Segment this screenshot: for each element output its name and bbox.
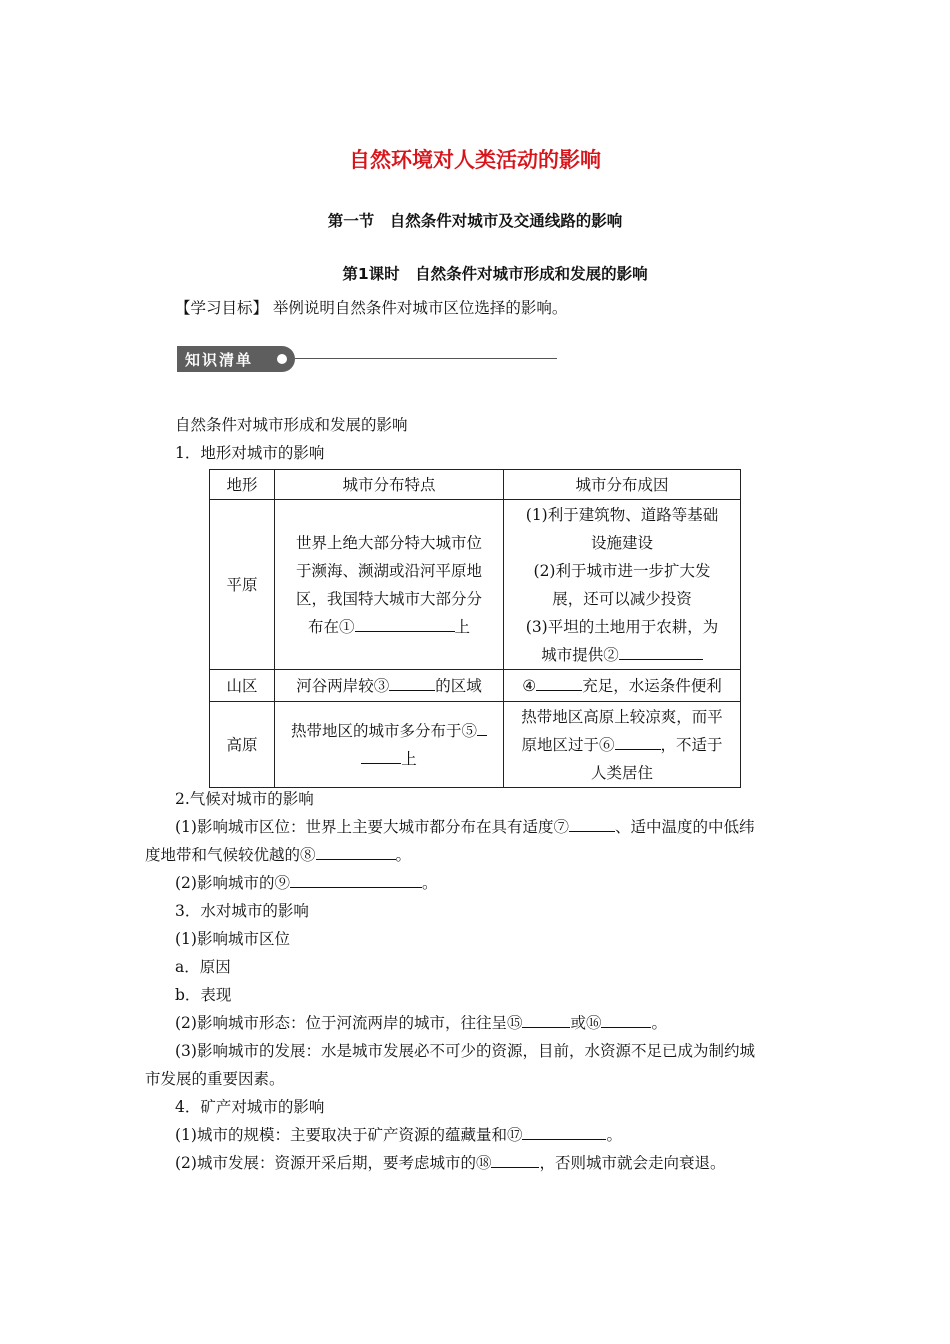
bullet-icon: [277, 354, 287, 364]
water-development-line-1: (3)影响城市的发展：水是城市发展必不可少的资源，目前，水资源不足已成为制约城: [175, 1042, 755, 1060]
blank-6: [615, 733, 661, 750]
section-2-title: 2.气候对城市的影响: [175, 790, 314, 808]
learning-objective: 【学习目标】 举例说明自然条件对城市区位选择的影响。: [175, 299, 568, 317]
cell-mountain-reason: ④ 充足，水运条件便利: [504, 670, 741, 702]
climate-location-line-2: 度地带和气候较优越的⑧ 。: [145, 843, 411, 865]
banner-divider: [295, 358, 557, 359]
cell-mountain-feature: 河谷两岸较③ 的区域: [275, 670, 504, 702]
cell-plain-reason: (1)利于建筑物、道路等基础 设施建设 (2)利于城市进一步扩大发 展，还可以减少投资 (3)平坦的土地用于农耕，为 城市提供②: [504, 500, 741, 670]
header-terrain: 地形: [210, 470, 275, 500]
section-4-title: 4．矿产对城市的影响: [175, 1098, 325, 1116]
blank-8: [316, 844, 396, 861]
climate-development: (2)影响城市的⑨ 。: [175, 871, 437, 893]
section-3-title: 3．水对城市的影响: [175, 902, 309, 920]
blank-2: [619, 643, 703, 660]
terrain-table: [209, 469, 741, 788]
water-performance: b．表现: [175, 986, 232, 1004]
blank-16: [601, 1012, 651, 1029]
table-row-plateau: [210, 702, 741, 788]
cell-plateau-reason: 热带地区高原上较凉爽，而平 原地区过于⑥ ，不适于 人类居住: [504, 702, 741, 788]
blank-9: [290, 872, 422, 889]
intro-text: 自然条件对城市形成和发展的影响: [175, 416, 408, 434]
table-row-plain: [210, 500, 741, 670]
knowledge-list-banner: [177, 346, 557, 374]
blank-3: [389, 674, 435, 691]
banner-label: 知识清单: [185, 351, 254, 369]
mineral-scale: (1)城市的规模：主要取决于矿产资源的蕴藏量和⑰ 。: [175, 1123, 622, 1145]
cell-plain-feature: 世界上绝大部分特大城市位 于濒海、濒湖或沿河平原地 区，我国特大城市大部分分 布在① 上: [275, 500, 504, 670]
table-header-row: [210, 470, 741, 500]
lesson-heading: 第1课时 自然条件对城市形成和发展的影响: [342, 265, 648, 283]
climate-location-line-1: (1)影响城市区位：世界上主要大城市都分布在具有适度⑦ 、适中温度的中低纬: [175, 815, 754, 837]
blank-15: [522, 1012, 570, 1029]
water-form: (2)影响城市形态：位于河流两岸的城市，往往呈⑮ 或⑯ 。: [175, 1011, 667, 1033]
cell-mountain-name: 山区: [210, 670, 275, 702]
blank-5b: [361, 747, 401, 764]
water-location: (1)影响城市区位: [175, 930, 290, 948]
blank-1: [355, 615, 455, 632]
water-development-line-2: 市发展的重要因素。: [145, 1070, 285, 1088]
blank-17: [522, 1124, 606, 1141]
cell-plateau-feature: 热带地区的城市多分布于⑤ 上: [275, 702, 504, 788]
water-reason: a．原因: [175, 958, 231, 976]
section-heading: 第一节 自然条件对城市及交通线路的影响: [327, 212, 623, 230]
page-title: 自然环境对人类活动的影响: [349, 148, 601, 172]
section-1-title: 1．地形对城市的影响: [175, 444, 325, 462]
mineral-development: (2)城市发展：资源开采后期，要考虑城市的⑱ ，否则城市就会走向衰退。: [175, 1151, 725, 1173]
blank-5a: [477, 719, 487, 736]
cell-plateau-name: 高原: [210, 702, 275, 788]
header-reason: 城市分布成因: [504, 470, 741, 500]
blank-4: [536, 674, 582, 691]
header-feature: 城市分布特点: [275, 470, 504, 500]
cell-plain-name: 平原: [210, 500, 275, 670]
table-row-mountain: [210, 670, 741, 702]
blank-7: [569, 816, 615, 833]
blank-18: [491, 1152, 539, 1169]
